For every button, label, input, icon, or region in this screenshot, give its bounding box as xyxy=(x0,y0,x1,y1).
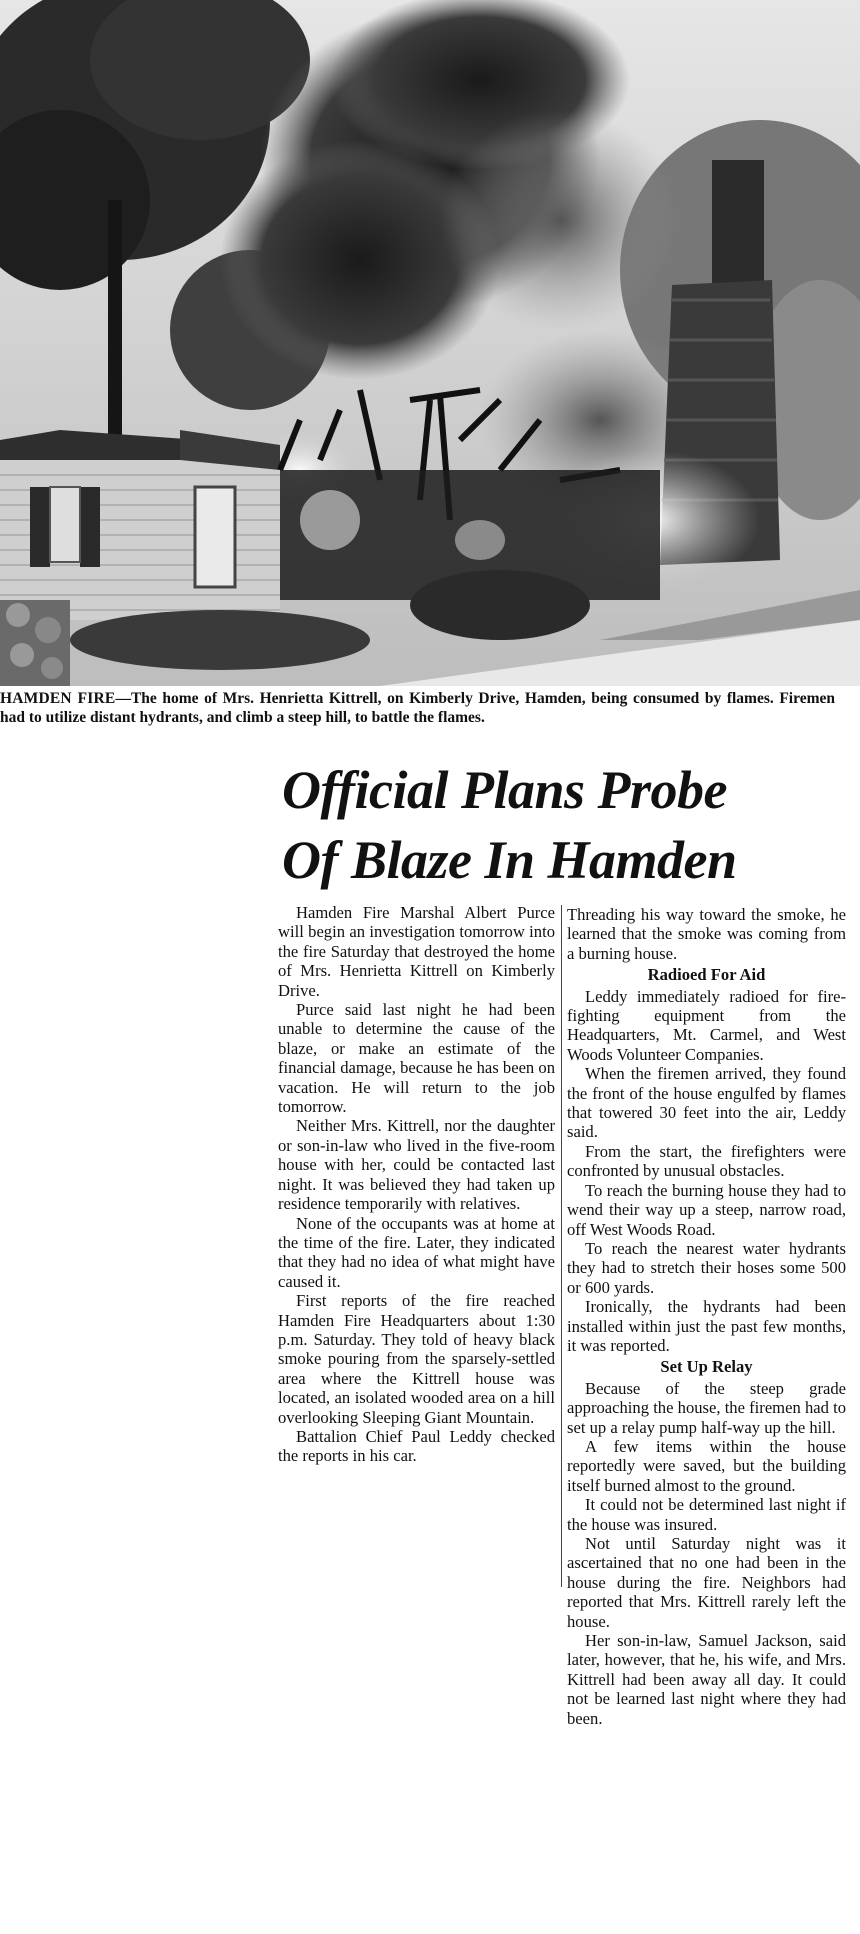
fire-photograph xyxy=(0,0,860,686)
paragraph: A few items within the house reportedly were saved, but the building itself burned almost to the ground. xyxy=(567,1436,846,1495)
headline-line-1: Official Plans Probe xyxy=(282,760,727,820)
paragraph: It could not be determined last night if the house was insured. xyxy=(567,1495,846,1534)
paragraph: First reports of the fire reached Hamden Fire Headquarters about 1:30 p.m. Saturday. They told of heavy black smoke pouring from the sparsely-settled area where the Kittrell house was located, an isolated wooded area on a hill overlooking Sleeping Giant Mountain. xyxy=(278,1291,555,1427)
paragraph: None of the occupants was at home at the time of the fire. Later, they indicated that they had no idea of what might have caused it. xyxy=(278,1213,555,1291)
paragraph: Neither Mrs. Kittrell, nor the daughter or son-in-law who lived in the five-room house with her, could be contacted last night. It was believed they had taken up residence temporarily with relatives. xyxy=(278,1116,555,1214)
paragraph: From the start, the firefighters were confronted by unusual obstacles. xyxy=(567,1141,846,1181)
paragraph: Ironically, the hydrants had been installed within just the past few months, it was reported. xyxy=(567,1297,846,1355)
paragraph: When the firemen arrived, they found the front of the house engulfed by flames that towered 30 feet into the air, Leddy said. xyxy=(567,1064,846,1142)
paragraph: Leddy immediately radioed for fire-fighting equipment from the Headquarters, Mt. Carmel, and West Woods Volunteer Companies. xyxy=(567,986,846,1064)
subhead-radioed-for-aid: Radioed For Aid xyxy=(647,965,766,985)
paragraph: To reach the burning house they had to wend their way up a steep, narrow road, off West Woods Road. xyxy=(567,1180,846,1239)
paragraph: To reach the nearest water hydrants they had to stretch their hoses some 500 or 600 yards. xyxy=(567,1238,846,1297)
article-column-1 xyxy=(278,903,555,1466)
paragraph: Battalion Chief Paul Leddy checked the reports in his car. xyxy=(278,1426,555,1466)
caption-lead: HAMDEN FIRE xyxy=(0,690,116,707)
caption-text: —The home of Mrs. Henrietta Kittrell, on Kimberly Drive, Hamden, being consumed by flames. Firemen had to utilize distant hydrants, and climb a steep hill, to battle the flames. xyxy=(0,690,835,726)
photo-caption xyxy=(0,690,835,727)
paragraph: Because of the steep grade approaching the house, the firemen had to set up a relay pump half-way up the hill. xyxy=(567,1378,846,1437)
column-divider xyxy=(561,905,562,1587)
headline xyxy=(282,755,842,895)
paragraph: Threading his way toward the smoke, he learned that the smoke was coming from a burning house. xyxy=(567,905,846,963)
paragraph: Not until Saturday night was it ascertained that no one had been in the house during the fire. Neighbors had reported that Mrs. Kittrell rarely left the house. xyxy=(567,1534,846,1631)
subhead-set-up-relay: Set Up Relay xyxy=(660,1357,753,1377)
paragraph: Purce said last night he had been unable to determine the cause of the blaze, or make an estimate of the financial damage, because he has been on vacation. He will return to the job tomorrow. xyxy=(278,1000,555,1117)
paragraph: Her son-in-law, Samuel Jackson, said later, however, that he, his wife, and Mrs. Kittrell had been away all day. It could not be learned last night where they had been. xyxy=(567,1631,846,1728)
headline-line-2: Of Blaze In Hamden xyxy=(282,830,737,890)
article-column-2 xyxy=(567,905,846,1728)
paragraph: Hamden Fire Marshal Albert Purce will begin an investigation tomorrow into the fire Saturday that destroyed the home of Mrs. Henrietta Kittrell on Kimberly Drive. xyxy=(278,903,555,1000)
